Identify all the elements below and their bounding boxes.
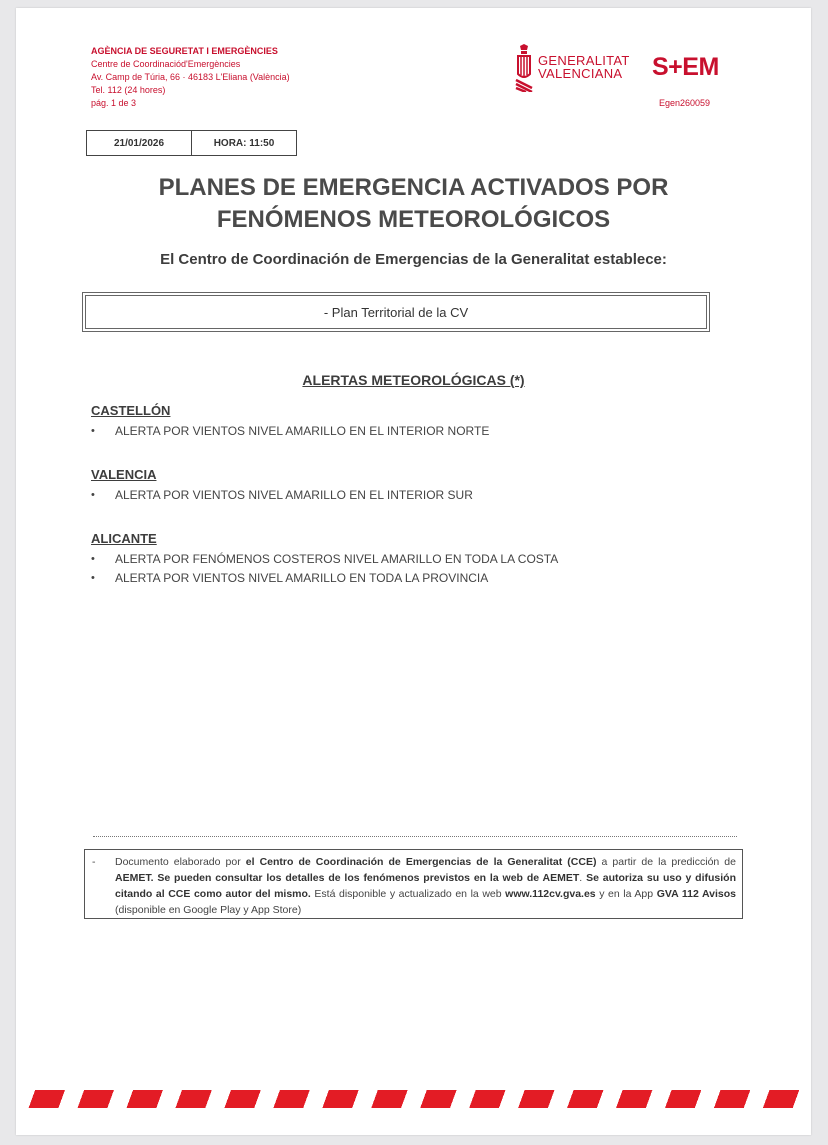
- footer-bold: Se autoriza su uso y difusión citando al CCE como autor del mismo.: [115, 872, 736, 900]
- dotted-separator: [93, 836, 737, 837]
- alert-list: [91, 422, 751, 441]
- generalitat-wordmark: [538, 54, 630, 80]
- footer-link-website[interactable]: www.112cv.gva.es: [505, 888, 596, 900]
- sem-logo: S+EM: [652, 53, 719, 81]
- alert-text: ALERTA POR VIENTOS NIVEL AMARILLO EN EL INTERIOR SUR: [115, 488, 473, 502]
- alert-item: [91, 486, 751, 505]
- document-code: Egen260059: [659, 98, 711, 108]
- alerts-heading: ALERTAS METEOROLÓGICAS (*): [302, 372, 525, 388]
- bullet-icon: •: [91, 425, 95, 437]
- bullet-icon: •: [91, 489, 95, 501]
- alert-text: ALERTA POR VIENTOS NIVEL AMARILLO EN TODA LA PROVINCIA: [115, 571, 489, 585]
- bullet-icon: •: [91, 553, 95, 565]
- province-valencia: [91, 466, 751, 505]
- document-page: [16, 8, 811, 1135]
- date-time-box: [86, 130, 297, 156]
- footer-app-name: GVA 112 Avisos: [656, 888, 736, 900]
- province-name: ALICANTE: [91, 531, 157, 546]
- alert-list: [91, 486, 751, 505]
- wordmark-line2: VALENCIANA: [538, 66, 623, 81]
- footer-disclaimer: [84, 849, 743, 919]
- time-cell: HORA: 11:50: [213, 137, 275, 149]
- province-name: CASTELLÓN: [91, 403, 171, 418]
- footer-bold: el Centro de Coordinación de Emergencias de la Generalitat (CCE): [245, 856, 597, 868]
- agency-address: Av. Camp de Túria, 66 · 46183 L'Eliana (València): [91, 72, 290, 82]
- alert-text: ALERTA POR VIENTOS NIVEL AMARILLO EN EL INTERIOR NORTE: [115, 424, 490, 438]
- page-number: pág. 1 de 3: [91, 98, 137, 108]
- agency-block: [91, 45, 290, 110]
- alert-list: [91, 550, 751, 588]
- alert-item: [91, 569, 751, 588]
- footer-text: (disponible en Google Play y App Store): [115, 904, 302, 916]
- agency-center: Centre de Coordinaciód'Emergències: [91, 59, 241, 69]
- footer-bold: AEMET. Se pueden consultar los detalles de los fenómenos previstos en la web de AEMET: [115, 872, 580, 884]
- coat-of-arms-icon: [514, 44, 534, 92]
- generalitat-logo: [514, 44, 634, 94]
- province-name: VALENCIA: [91, 467, 157, 482]
- plan-box: [82, 292, 710, 332]
- bullet-icon: •: [91, 572, 95, 584]
- alert-item: [91, 550, 751, 569]
- title-line2: FENÓMENOS METEOROLÓGICOS: [216, 206, 611, 233]
- page-title: [76, 172, 751, 236]
- plan-name: - Plan Territorial de la CV: [85, 295, 707, 329]
- subtitle: El Centro de Coordinación de Emergencias de la Generalitat establece:: [160, 251, 667, 268]
- alert-text: ALERTA POR FENÓMENOS COSTEROS NIVEL AMARILLO EN TODA LA COSTA: [115, 552, 559, 566]
- date-cell: 21/01/2026: [87, 131, 192, 155]
- footer-dash: -: [92, 856, 96, 868]
- province-alicante: [91, 530, 751, 588]
- title-line1: PLANES DE EMERGENCIA ACTIVADOS POR: [158, 174, 669, 201]
- red-stripe-band: [16, 1090, 811, 1108]
- footer-text: y en la App: [595, 888, 657, 900]
- footer-text: a partir de la predicción de: [596, 856, 736, 868]
- alert-item: [91, 422, 751, 441]
- agency-phone: Tel. 112 (24 hores): [91, 85, 166, 95]
- province-castellon: [91, 402, 751, 441]
- footer-text: .: [579, 872, 587, 884]
- footer-text: Está disponible y actualizado en la web: [310, 888, 506, 900]
- wordmark-line1: GENERALITAT: [538, 53, 630, 68]
- footer-text: Documento elaborado por: [115, 856, 246, 868]
- agency-name: AGÈNCIA DE SEGURETAT I EMERGÈNCIES: [91, 46, 278, 56]
